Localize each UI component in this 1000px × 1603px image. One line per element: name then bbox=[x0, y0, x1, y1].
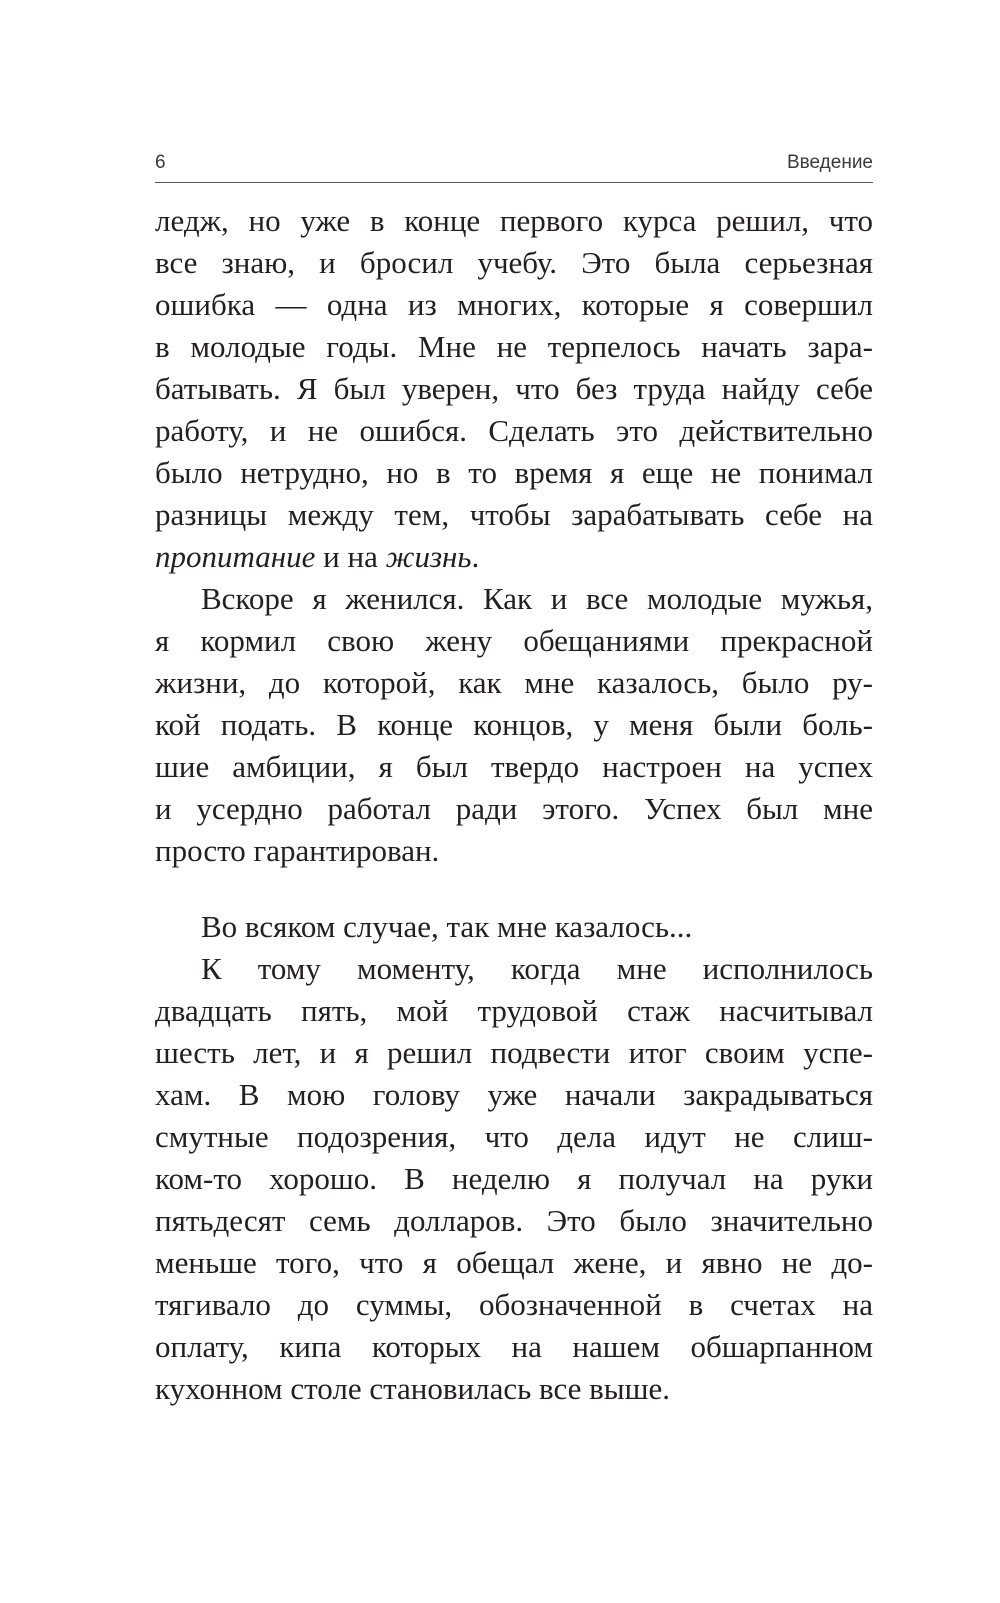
text-line: пятьдесят семь долларов. Это было значительно bbox=[155, 1203, 873, 1238]
text-line: Вскоре я женился. Как и все молодые мужья, bbox=[201, 581, 873, 616]
text-line-with-italics bbox=[155, 536, 873, 578]
text-line: меньше того, что я обещал жене, и явно не до- bbox=[155, 1245, 873, 1280]
text-fragment: и на bbox=[315, 539, 386, 574]
text-line: было нетрудно, но в то время я еще не понимал bbox=[155, 455, 873, 490]
paragraph-4 bbox=[155, 948, 873, 1410]
text-line: жизни, до которой, как мне казалось, было ру- bbox=[155, 665, 873, 700]
text-line: ошибка — одна из многих, которые я совершил bbox=[155, 287, 873, 322]
text-line: работу, и не ошибся. Сделать это действительно bbox=[155, 413, 873, 448]
text-line: К тому моменту, когда мне исполнилось bbox=[201, 951, 873, 986]
text-line: ком-то хорошо. В неделю я получал на руки bbox=[155, 1161, 873, 1196]
italic-word: пропитание bbox=[155, 539, 316, 574]
text-line: тягивало до суммы, обозначенной в счетах на bbox=[155, 1287, 873, 1322]
text-line: все знаю, и бросил учебу. Это была серьезная bbox=[155, 245, 873, 280]
text-line: ледж, но уже в конце первого курса решил, что bbox=[155, 203, 873, 238]
text-line: шесть лет, и я решил подвести итог своим успе- bbox=[155, 1035, 873, 1070]
text-line: двадцать пять, мой трудовой стаж насчитывал bbox=[155, 993, 873, 1028]
running-title: Введение bbox=[786, 152, 873, 173]
text-line: оплату, кипа которых на нашем обшарпанном bbox=[155, 1329, 873, 1364]
text-line: смутные подозрения, что дела идут не слиш- bbox=[155, 1119, 873, 1154]
text-line: я кормил свою жену обещаниями прекрасной bbox=[155, 623, 873, 658]
text-line: кой подать. В конце концов, у меня были боль- bbox=[155, 707, 873, 742]
text-fragment: . bbox=[471, 539, 480, 574]
text-line: просто гарантирован. bbox=[155, 833, 440, 868]
text-line: разницы между тем, чтобы зарабатывать себе на bbox=[155, 497, 873, 532]
section-break bbox=[155, 872, 873, 906]
text-line: кухонном столе становилась все выше. bbox=[155, 1371, 670, 1406]
text-line: шие амбиции, я был твердо настроен на успех bbox=[155, 749, 873, 784]
paragraph-2 bbox=[155, 578, 873, 872]
paragraph-3 bbox=[155, 906, 873, 948]
italic-word: жизнь bbox=[385, 539, 472, 574]
text-line: хам. В мою голову уже начали закрадываться bbox=[155, 1077, 873, 1112]
running-header bbox=[155, 146, 873, 183]
text-line: батывать. Я был уверен, что без труда найду себе bbox=[155, 371, 873, 406]
text-line: и усердно работал ради этого. Успех был мне bbox=[155, 791, 873, 826]
text-line: в молодые годы. Мне не терпелось начать зара- bbox=[155, 329, 873, 364]
body-text bbox=[155, 200, 873, 1410]
page-number: 6 bbox=[155, 152, 166, 173]
text-line: Во всяком случае, так мне казалось... bbox=[201, 909, 693, 944]
paragraph-1 bbox=[155, 200, 873, 578]
